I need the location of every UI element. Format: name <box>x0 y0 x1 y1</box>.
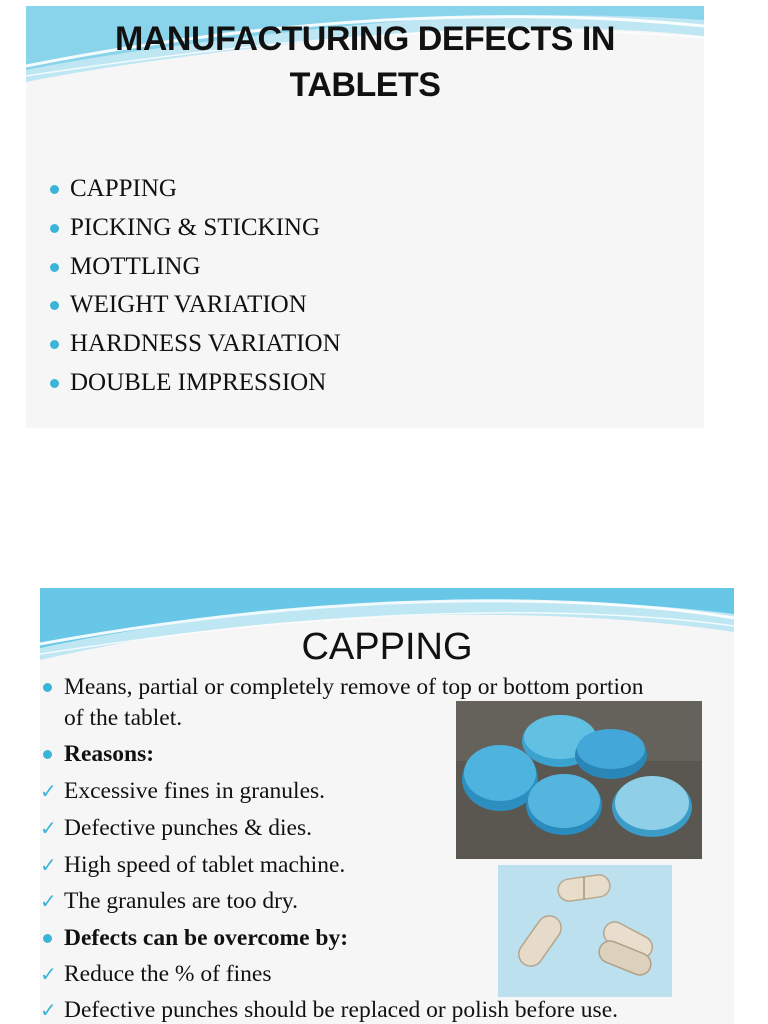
list-item: CAPPING <box>50 170 341 209</box>
dot-bullet-icon <box>50 340 59 349</box>
list-item: MOTTLING <box>50 248 341 287</box>
list-item: PICKING & STICKING <box>50 209 341 248</box>
checkmark-icon: ✓ <box>40 889 57 913</box>
title-line-1: MANUFACTURING DEFECTS IN <box>115 20 615 58</box>
dot-bullet-icon <box>50 379 59 388</box>
slide-1 <box>26 6 704 428</box>
dot-bullet-icon <box>43 934 52 943</box>
dot-bullet-icon <box>50 224 59 233</box>
checkmark-icon: ✓ <box>40 779 57 803</box>
blue-tablets-photo <box>456 701 702 859</box>
slide-2-title: CAPPING <box>301 626 473 668</box>
overcome-heading: Defects can be overcome by: <box>64 925 349 951</box>
checkmark-icon: ✓ <box>40 816 57 840</box>
dot-bullet-icon <box>50 185 59 194</box>
dot-bullet-icon <box>50 263 59 272</box>
reasons-heading: Reasons: <box>64 741 155 767</box>
dot-bullet-icon <box>43 683 52 692</box>
dot-bullet-icon <box>50 301 59 310</box>
checkmark-icon: ✓ <box>40 998 57 1022</box>
checkmark-icon: ✓ <box>40 853 57 877</box>
dot-bullet-icon <box>43 750 52 759</box>
list-item: DOUBLE IMPRESSION <box>50 364 341 403</box>
title-line-2: TABLETS <box>289 66 441 104</box>
list-item: HARDNESS VARIATION <box>50 325 341 364</box>
slide-1-title <box>26 16 704 108</box>
list-item: WEIGHT VARIATION <box>50 286 341 325</box>
slide-2: CAPPING Means, partial or completely remove of top or bottom portion of the tablet. Reasons: ✓ Excessive fines in granules. ✓ Defective punches & dies. ✓ High speed of tablet machine. ✓ The granules are too dry. Defects can be overcome by: ✓ Reduce the % of fines ✓ Defective punches should be replaced or polish before use. <box>40 588 734 1024</box>
defects-list <box>50 170 341 403</box>
white-caplets-photo <box>498 865 672 997</box>
checkmark-icon: ✓ <box>40 962 57 986</box>
